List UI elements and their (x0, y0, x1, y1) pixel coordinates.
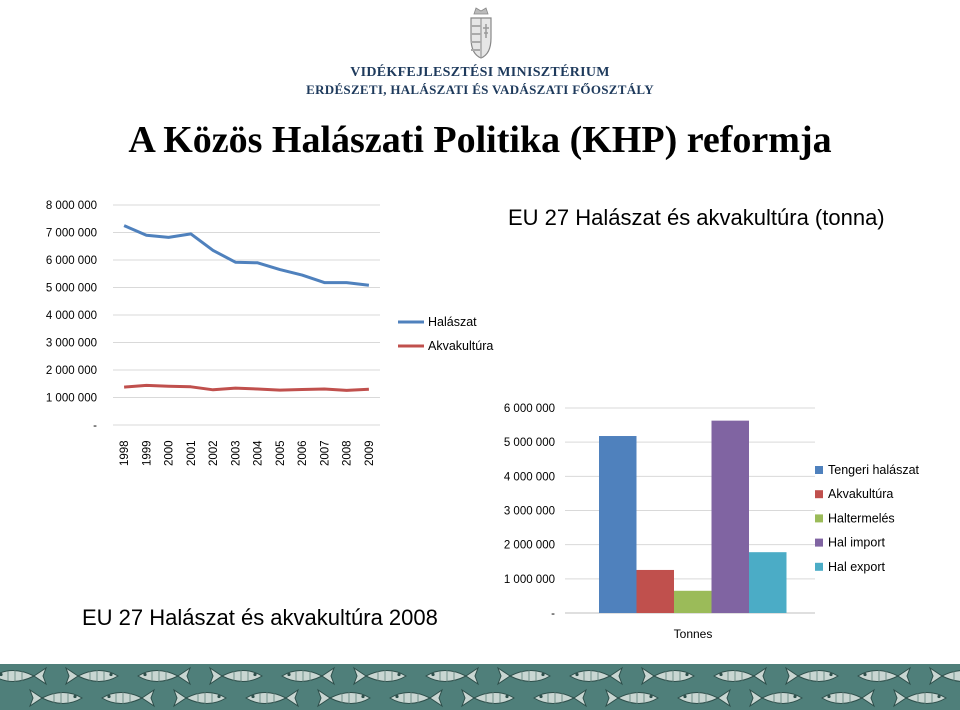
y-tick-label: 6 000 000 (45, 255, 97, 267)
y-tick-label: 3 000 000 (45, 337, 97, 350)
y-tick-label: 6 000 000 (503, 403, 555, 415)
legend-swatch (815, 490, 823, 498)
y-tick-label: 3 000 000 (503, 505, 555, 518)
bar-akvakultúra (637, 570, 675, 613)
bar-chart-x-axis (674, 627, 713, 641)
bar-chart-y-axis (504, 403, 555, 620)
legend-swatch (815, 514, 823, 522)
legend-label: Akvakultúra (428, 339, 494, 353)
y-tick-label: 2 000 000 (503, 539, 555, 552)
y-tick-label: - (551, 608, 555, 620)
x-tick-label: 2006 (297, 440, 310, 466)
y-tick-label: 7 000 000 (45, 227, 97, 240)
x-tick-label: 2008 (341, 440, 354, 466)
page-title: A Közös Halászati Politika (KHP) reformja (128, 119, 832, 161)
legend-swatch (815, 466, 823, 474)
bar-chart-title: EU 27 Halászat és akvakultúra 2008 (82, 605, 438, 630)
y-tick-label: 1 000 000 (503, 573, 555, 586)
x-tick-label: 1998 (119, 440, 132, 466)
bar-haltermelés (674, 591, 712, 613)
legend-label: Hal export (828, 559, 885, 574)
bar-tengeri-halászat (599, 436, 637, 613)
x-tick-label: 2007 (319, 440, 332, 466)
legend-swatch (815, 563, 823, 571)
department-name: ERDÉSZETI, HALÁSZATI ÉS VADÁSZATI FŐOSZTÁLY (306, 82, 654, 97)
x-tick-label: 2001 (185, 440, 198, 466)
y-tick-label: 2 000 000 (45, 365, 97, 377)
x-axis-label: Tonnes (673, 627, 713, 641)
y-tick-label: 5 000 000 (45, 282, 97, 295)
bar-chart-bars (599, 421, 787, 613)
y-tick-label: 4 000 000 (503, 471, 555, 484)
x-tick-label: 2003 (230, 440, 243, 466)
legend-label: Akvakultúra (828, 487, 894, 502)
x-tick-label: 2004 (252, 440, 265, 466)
legend-swatch (815, 539, 823, 547)
x-tick-label: 1999 (141, 440, 154, 466)
bar-hal-import (712, 421, 750, 613)
y-tick-label: - (93, 420, 97, 432)
fish-pattern-band (0, 664, 960, 710)
legend-label: Halászat (428, 315, 477, 329)
line-chart-title: EU 27 Halászat és akvakultúra (tonna) (508, 205, 885, 230)
legend-label: Tengeri halászat (828, 463, 920, 477)
y-tick-label: 4 000 000 (45, 310, 97, 322)
x-tick-label: 2002 (208, 440, 221, 466)
bar-chart-legend (815, 463, 920, 574)
legend-label: Hal import (828, 535, 885, 550)
x-tick-label: 2009 (363, 440, 376, 466)
y-tick-label: 1 000 000 (45, 392, 97, 405)
x-tick-label: 2000 (163, 440, 176, 466)
legend-label: Haltermelés (828, 511, 895, 526)
y-tick-label: 5 000 000 (503, 437, 555, 450)
bar-hal-export (749, 552, 787, 613)
y-tick-label: 8 000 000 (45, 200, 97, 212)
ministry-name: VIDÉKFEJLESZTÉSI MINISZTÉRIUM (350, 65, 610, 80)
x-tick-label: 2005 (274, 440, 287, 466)
